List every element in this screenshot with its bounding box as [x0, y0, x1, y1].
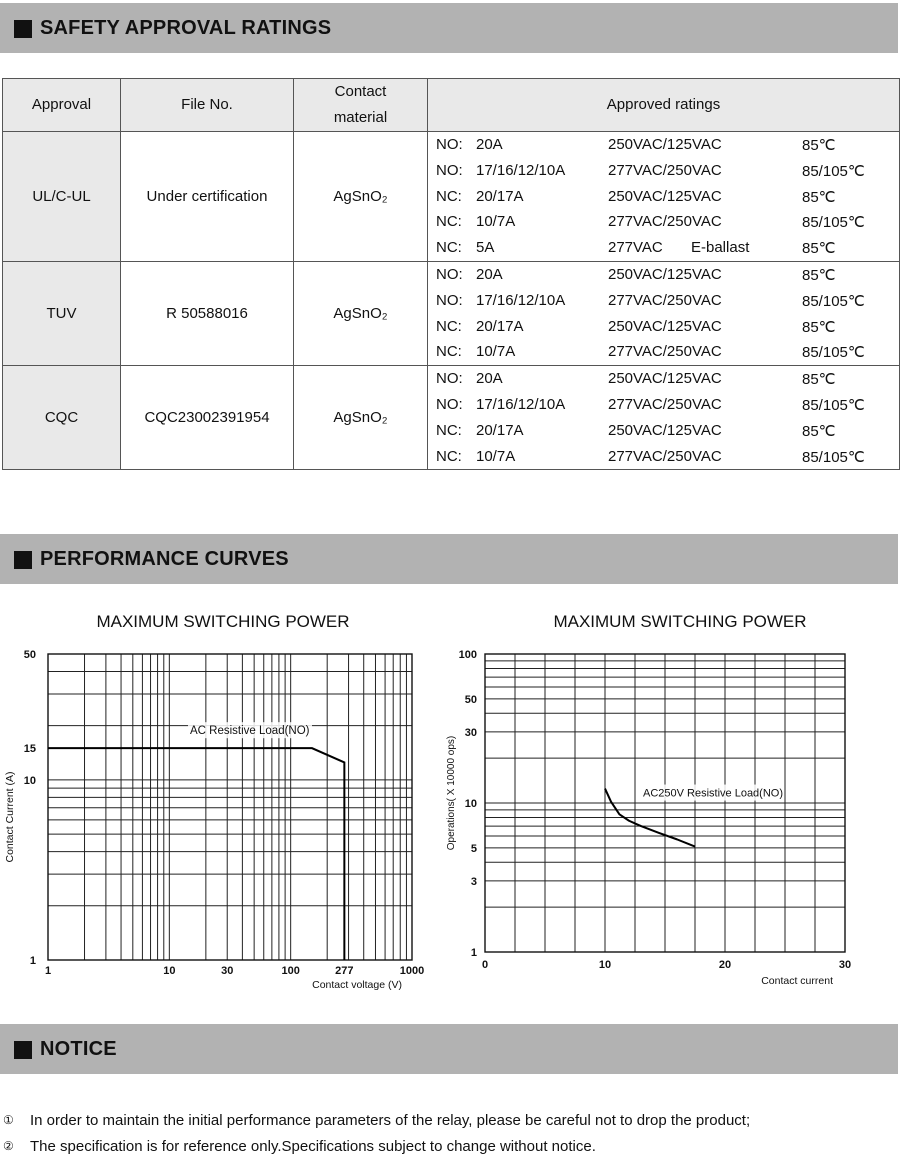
y-tick-label: 50 [464, 693, 477, 706]
y-tick-label: 3 [470, 875, 477, 888]
notice-text: The specification is for reference only.Specifications subject to change without notice. [30, 1138, 596, 1155]
rating-extra: E-ballast [691, 239, 750, 257]
annotation-label: AC Resistive Load(NO) [190, 725, 310, 738]
file-no-cell: CQC23002391954 [121, 366, 294, 470]
approved-ratings-cell [428, 366, 900, 470]
x-tick-label: 10 [163, 965, 176, 977]
rating-voltage: 250VAC/125VAC [608, 136, 722, 153]
rating-voltage: 250VAC/125VAC [608, 421, 722, 439]
rating-temp: 85/105℃ [802, 214, 865, 232]
rating-line [436, 366, 899, 392]
file-no-cell: Under certification [121, 132, 294, 262]
rating-type: NC: [436, 317, 462, 335]
rating-voltage: 277VAC/250VAC [608, 213, 722, 231]
rating-voltage: 250VAC/125VAC [608, 187, 722, 205]
header-contact-material [294, 79, 428, 132]
rating-type: NO: [436, 291, 463, 309]
table-row [3, 132, 900, 262]
x-tick-label: 1 [44, 965, 52, 977]
rating-type: NC: [436, 213, 462, 231]
x-tick-label: 277 [335, 965, 354, 977]
rating-current: 20/17A [476, 317, 524, 335]
chart2-title: MAXIMUM SWITCHING POWER [553, 612, 807, 631]
y-tick-label: 10 [23, 774, 36, 787]
y-tick-label: 50 [23, 649, 36, 661]
rating-current: 17/16/12/10A [476, 395, 566, 413]
rating-line [436, 262, 899, 288]
rating-voltage: 250VAC/125VAC [608, 317, 722, 335]
rating-temp: 85/105℃ [802, 344, 865, 362]
rating-type: NC: [436, 343, 462, 361]
section-header-notice [0, 1024, 898, 1074]
table-header-row [3, 79, 900, 132]
plot-frame [48, 654, 412, 960]
x-tick-label: 20 [718, 959, 732, 971]
file-no-cell: R 50588016 [121, 261, 294, 365]
rating-temp: 85/105℃ [802, 292, 865, 310]
y-tick-label: 15 [23, 743, 36, 756]
rating-current: 10/7A [476, 447, 516, 465]
chart-max-switching-power-2 [440, 640, 860, 1000]
header-file-no: File No. [121, 79, 294, 132]
x-axis-label: Contact voltage (V) [312, 979, 402, 991]
rating-line [436, 184, 899, 210]
rating-temp: 85℃ [802, 137, 836, 154]
rating-current: 10/7A [476, 213, 516, 231]
rating-temp: 85℃ [802, 240, 836, 258]
rating-line [436, 158, 899, 184]
rating-voltage: 250VAC/125VAC [608, 265, 722, 283]
rating-type: NO: [436, 136, 463, 153]
rating-current: 20A [476, 370, 503, 388]
x-tick-label: 0 [481, 959, 489, 971]
y-tick-label: 5 [470, 842, 477, 855]
approved-ratings-cell [428, 261, 900, 365]
rating-current: 17/16/12/10A [476, 291, 566, 309]
rating-temp: 85/105℃ [802, 396, 865, 414]
rating-current: 17/16/12/10A [476, 161, 566, 179]
rating-temp: 85℃ [802, 188, 836, 206]
notice-number: ② [3, 1139, 14, 1153]
rating-temp: 85℃ [802, 371, 836, 389]
rating-type: NC: [436, 187, 462, 205]
rating-voltage: 250VAC/125VAC [608, 370, 722, 388]
rating-line [436, 288, 899, 314]
y-axis-label: Contact Current (A) [4, 771, 16, 863]
header-contact-line1: Contact [334, 83, 387, 100]
approval-cell: UL/C-UL [3, 132, 121, 262]
rating-type: NC: [436, 239, 462, 257]
section-title: PERFORMANCE CURVES [40, 548, 289, 570]
rating-type: NO: [436, 370, 463, 388]
rating-voltage: 277VAC [608, 239, 663, 257]
rating-type: NC: [436, 421, 462, 439]
rating-type: NO: [436, 161, 463, 179]
x-tick-label: 30 [838, 959, 852, 971]
rating-line [436, 209, 899, 235]
rating-current: 20/17A [476, 187, 524, 205]
y-tick-label: 100 [458, 649, 477, 661]
rating-current: 20/17A [476, 421, 524, 439]
header-approved-ratings: Approved ratings [428, 79, 900, 132]
x-tick-label: 10 [598, 959, 612, 971]
header-approval: Approval [3, 79, 121, 132]
rating-current: 20A [476, 136, 503, 153]
rating-line [436, 418, 899, 444]
rating-line [436, 132, 899, 158]
header-contact-line2: material [333, 109, 388, 126]
rating-current: 10/7A [476, 343, 516, 361]
x-tick-label: 100 [281, 965, 300, 977]
rating-temp: 85℃ [802, 318, 836, 336]
approval-ratings-table [2, 78, 900, 470]
chart-max-switching-power-1 [0, 640, 430, 1000]
contact-material-cell: AgSnO₂ [294, 366, 428, 470]
rating-voltage: 277VAC/250VAC [608, 447, 722, 465]
rating-line [436, 314, 899, 340]
rating-line [436, 444, 899, 470]
rating-voltage: 277VAC/250VAC [608, 291, 722, 309]
rating-voltage: 277VAC/250VAC [608, 395, 722, 413]
rating-line [436, 392, 899, 418]
contact-material-cell: AgSnO₂ [294, 261, 428, 365]
section-header-performance [0, 534, 898, 584]
section-title: SAFETY APPROVAL RATINGS [40, 17, 332, 39]
contact-material-cell: AgSnO₂ [294, 132, 428, 262]
rating-type: NO: [436, 265, 463, 283]
rating-temp: 85/105℃ [802, 448, 865, 466]
square-bullet-icon [14, 551, 32, 569]
rating-temp: 85℃ [802, 422, 836, 440]
x-tick-label: 30 [221, 965, 234, 977]
y-axis-label: Operations( X 10000 ops) [446, 735, 457, 851]
y-tick-label: 30 [464, 726, 477, 739]
approval-cell: CQC [3, 366, 121, 470]
notice-number: ① [3, 1113, 14, 1127]
square-bullet-icon [14, 20, 32, 38]
approved-ratings-cell [428, 132, 900, 262]
rating-line [436, 235, 899, 261]
y-tick-label: 1 [29, 955, 36, 967]
notice-text: In order to maintain the initial performance parameters of the relay, please be careful not to drop the product; [30, 1112, 751, 1129]
x-axis-label: Contact current [761, 975, 833, 987]
approval-cell: TUV [3, 261, 121, 365]
chart1-title: MAXIMUM SWITCHING POWER [96, 612, 350, 631]
section-title: NOTICE [40, 1038, 117, 1060]
rating-type: NO: [436, 395, 463, 413]
annotation-label: AC250V Resistive Load(NO) [643, 787, 784, 800]
section-header-safety [0, 3, 898, 53]
x-tick-label: 1000 [399, 965, 425, 977]
rating-temp: 85/105℃ [802, 162, 865, 180]
table-row [3, 261, 900, 365]
y-tick-label: 10 [464, 798, 477, 810]
rating-voltage: 277VAC/250VAC [608, 161, 722, 179]
y-tick-label: 1 [470, 947, 477, 959]
rating-type: NC: [436, 447, 462, 465]
rating-voltage: 277VAC/250VAC [608, 343, 722, 361]
rating-current: 20A [476, 265, 503, 283]
rating-temp: 85℃ [802, 266, 836, 284]
rating-line [436, 339, 899, 365]
table-row [3, 366, 900, 470]
square-bullet-icon [14, 1041, 32, 1059]
rating-current: 5A [476, 239, 495, 257]
